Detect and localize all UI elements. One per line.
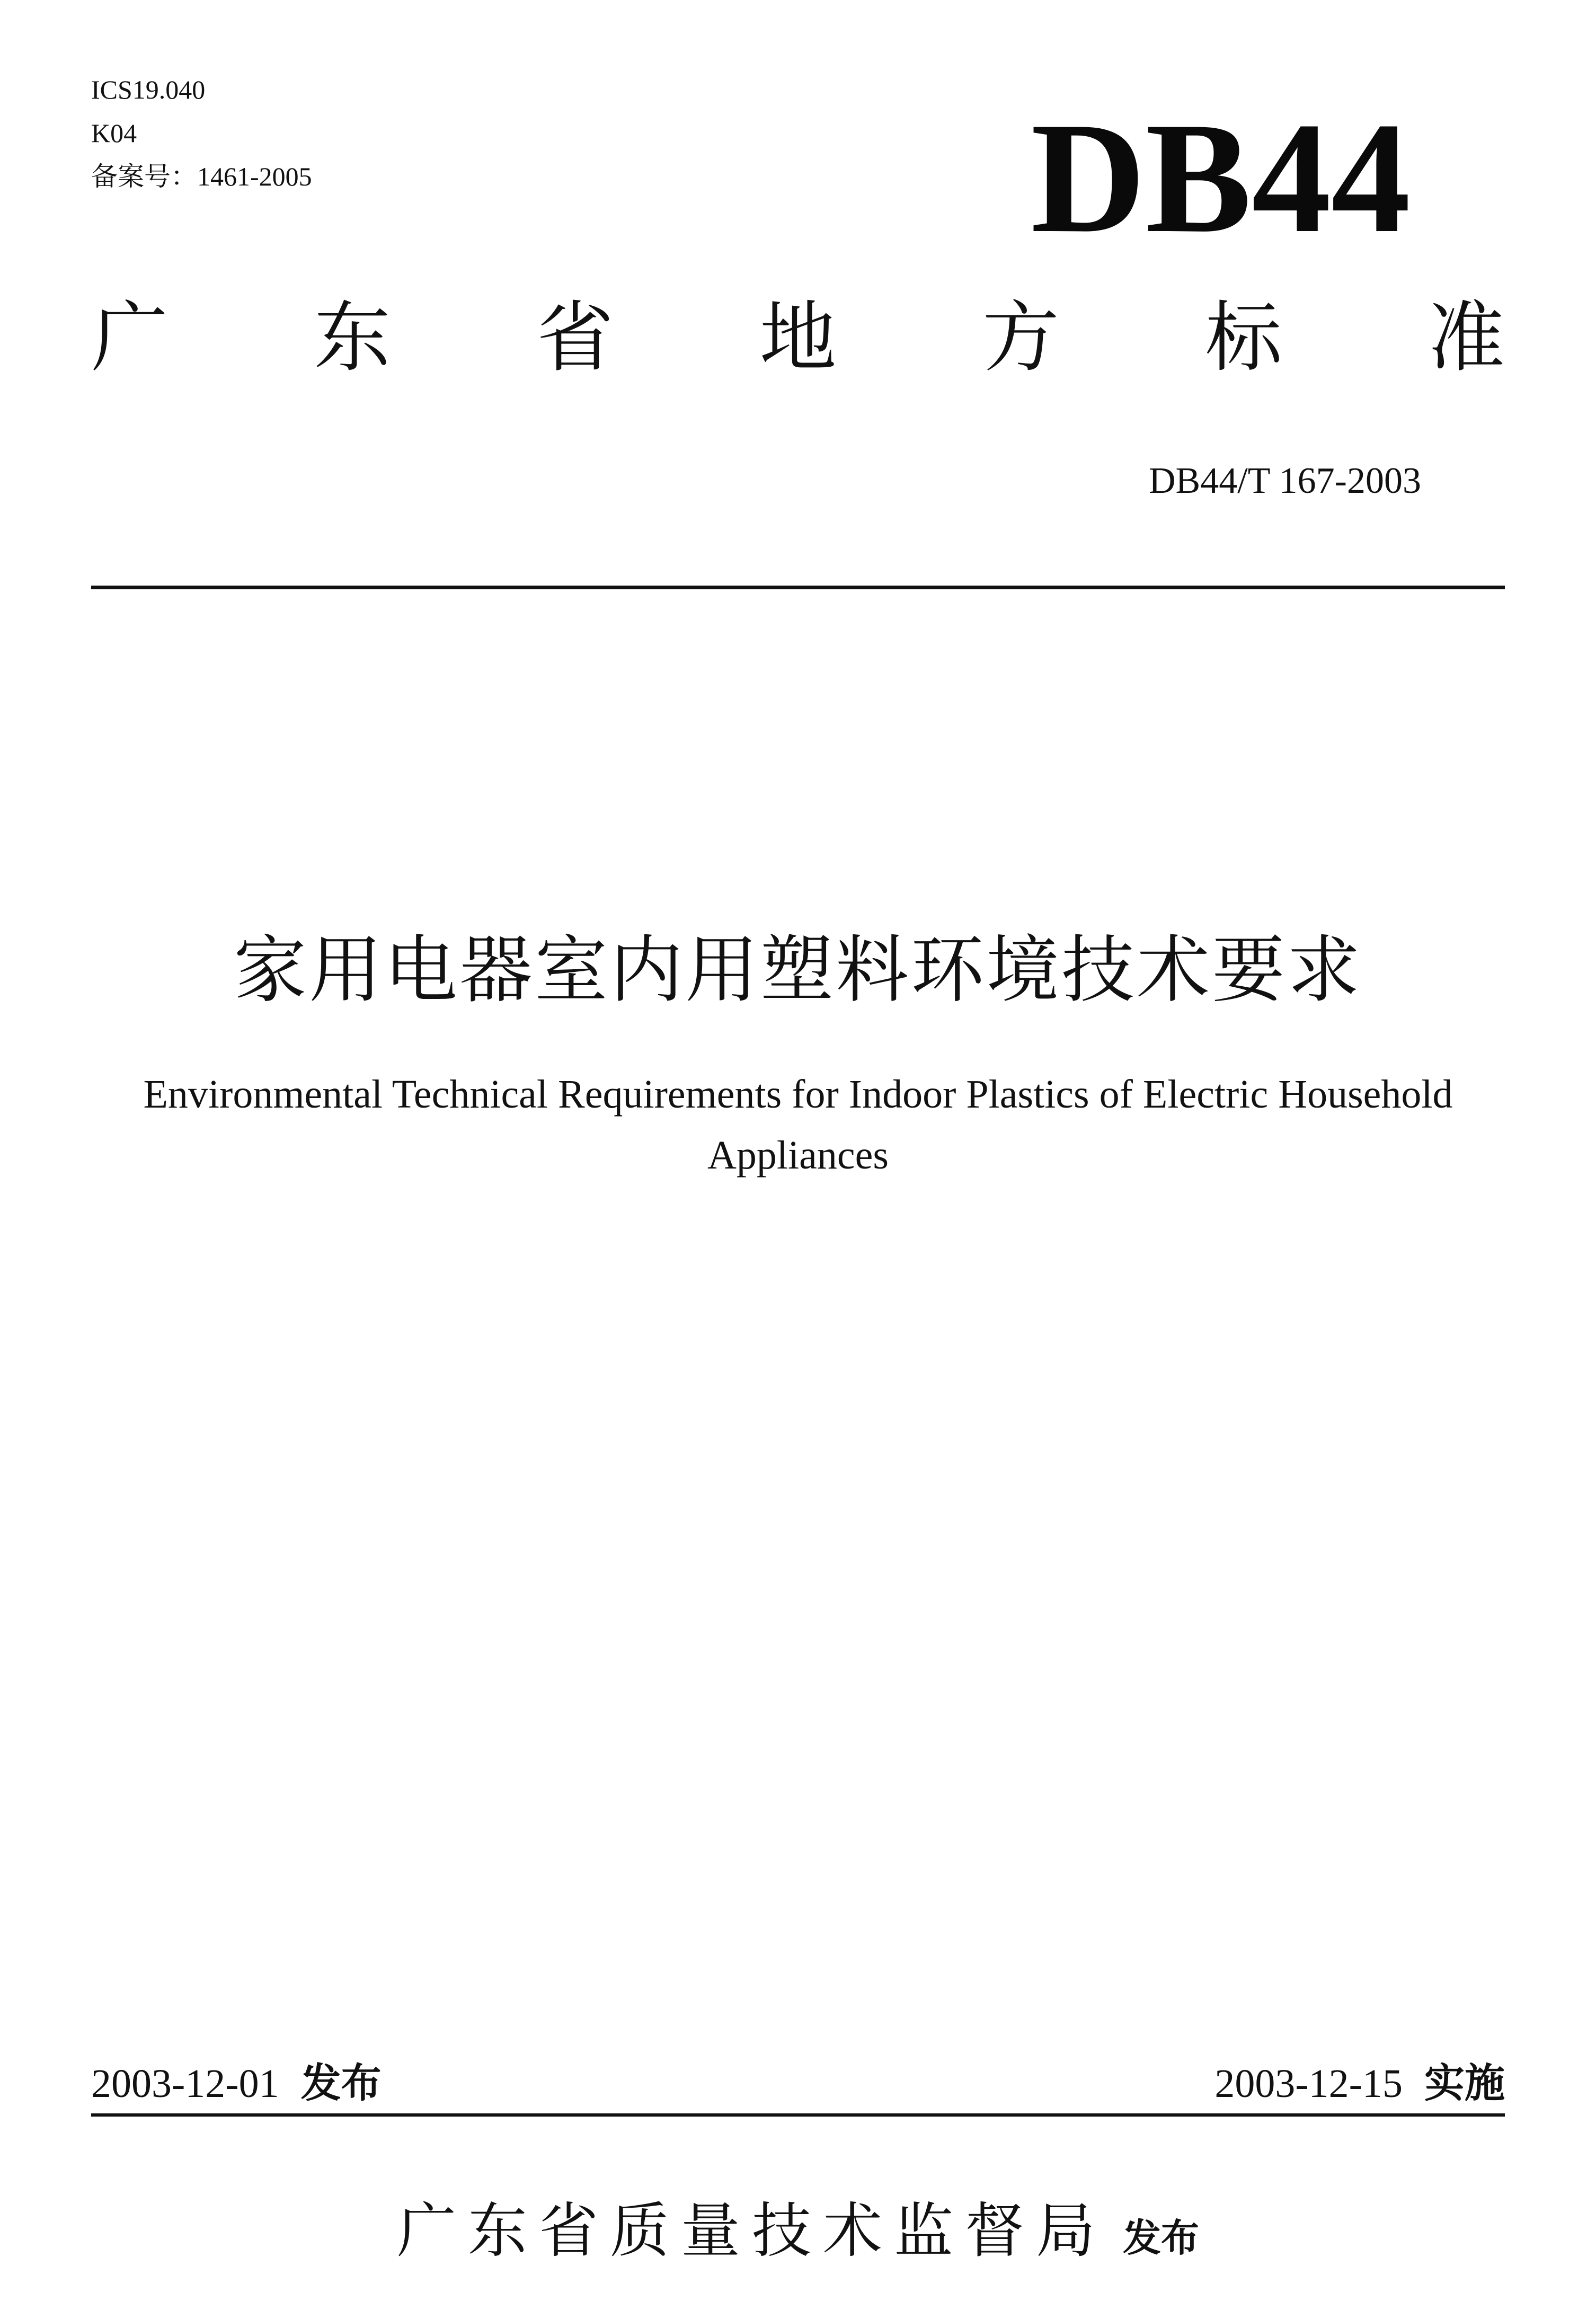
issue-date-group	[91, 2051, 382, 2109]
implement-date: 2003-12-15	[1214, 2061, 1403, 2106]
standard-type-char: 准	[1428, 293, 1505, 383]
issue-label: 发布	[300, 2059, 382, 2107]
standard-type-char: 地	[759, 293, 837, 383]
metadata-block	[91, 68, 312, 198]
standard-number: DB44/T 167-2003	[1149, 461, 1421, 501]
english-title: Environmental Technical Requirements for Indoor Plastics of Electric Household Appliances	[143, 1072, 1453, 1178]
record-number: 备案号：1461-2005	[91, 162, 312, 191]
bottom-divider	[91, 2113, 1505, 2117]
issue-date: 2003-12-01	[91, 2061, 279, 2106]
standard-type-heading	[91, 293, 1505, 383]
top-divider	[91, 586, 1505, 589]
standard-type-char: 广	[91, 293, 168, 383]
chinese-title: 家用电器室内用塑料环境技术要求	[233, 927, 1362, 1013]
classification-code: K04	[91, 118, 137, 148]
standard-type-char: 省	[537, 293, 614, 383]
implement-label: 实施	[1424, 2059, 1505, 2107]
implement-date-group	[1214, 2051, 1505, 2109]
issuer-organization: 广东省质量技术监督局	[396, 2197, 1107, 2265]
standard-type-char: 方	[982, 293, 1059, 383]
issuer-suffix: 发布	[1122, 2216, 1199, 2260]
standard-type-char: 东	[314, 293, 391, 383]
standard-code-logo: DB44	[1031, 90, 1411, 265]
issuer-line	[0, 2183, 1596, 2269]
date-row	[91, 2051, 1505, 2109]
ics-code: ICS19.040	[91, 75, 206, 104]
standard-type-char: 标	[1205, 293, 1282, 383]
